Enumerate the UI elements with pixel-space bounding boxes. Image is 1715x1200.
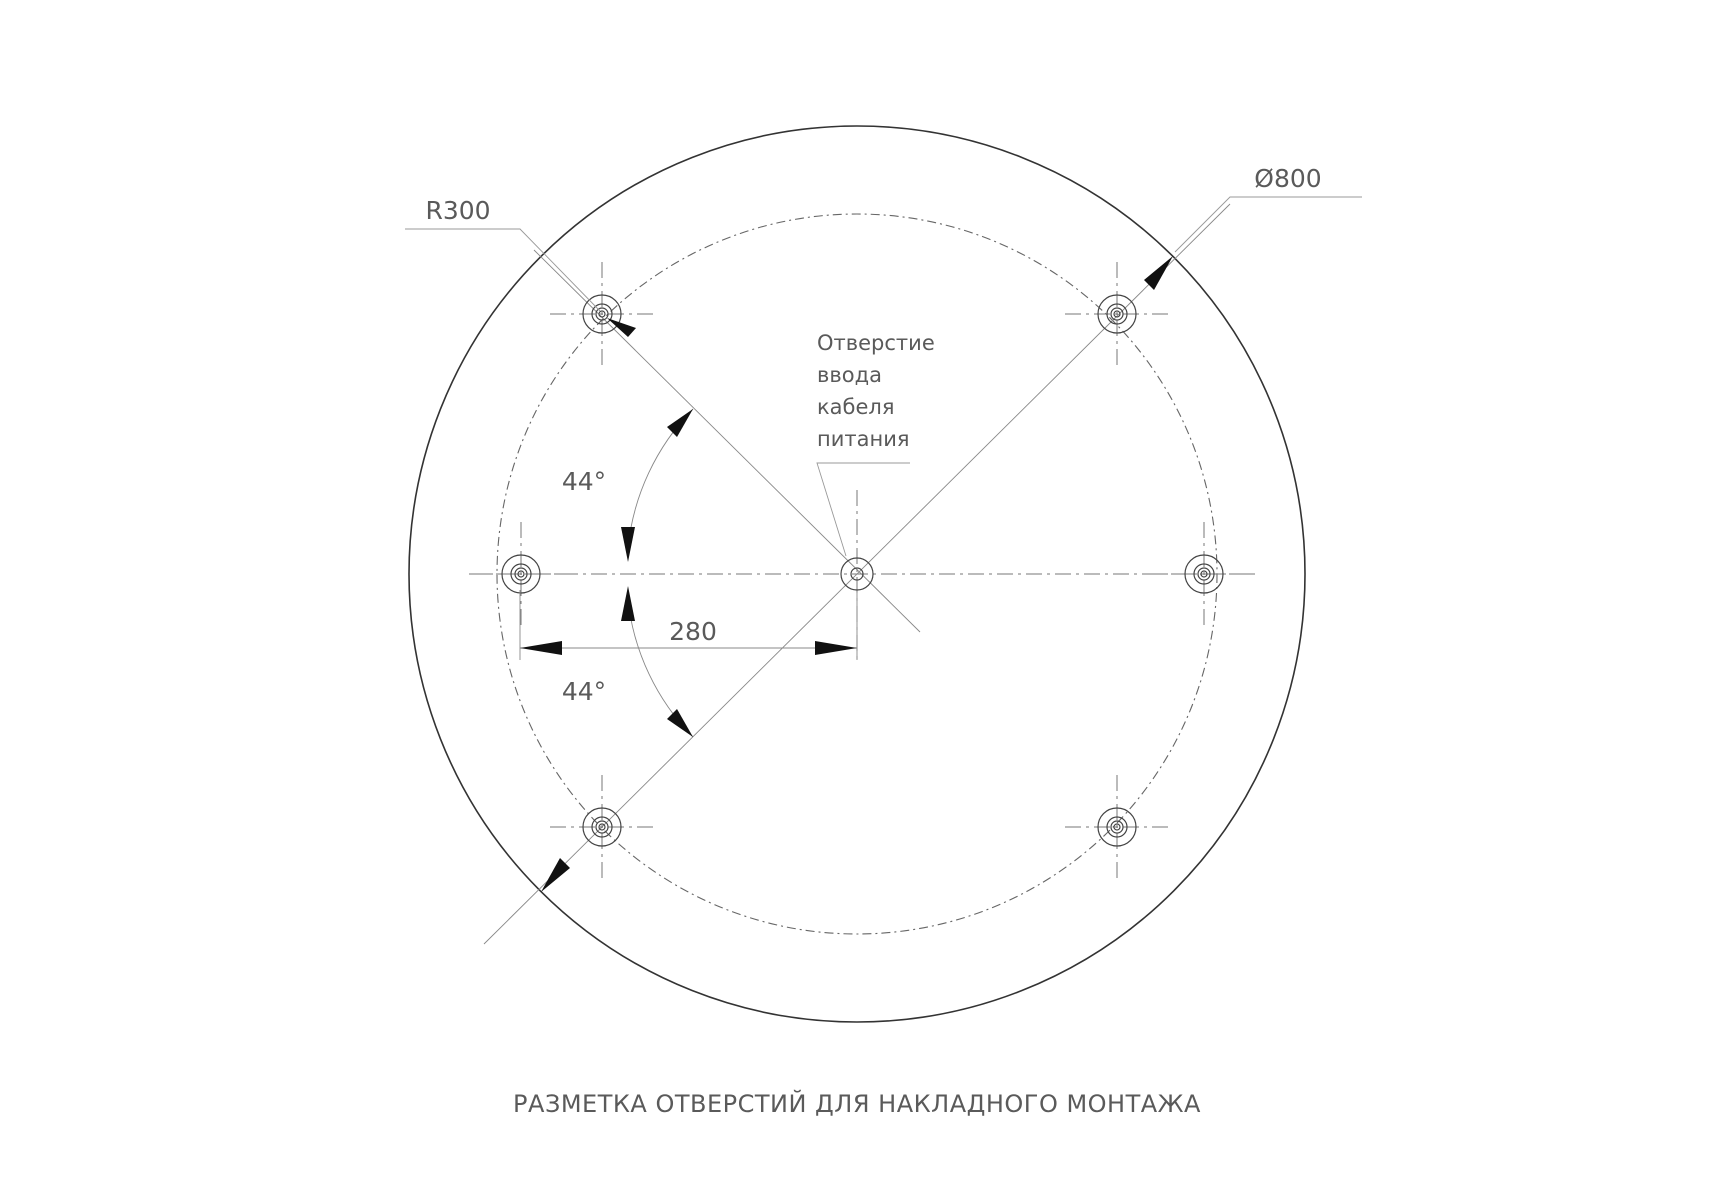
diameter-dimension	[541, 164, 1362, 892]
offset-dimension	[520, 590, 857, 660]
cable-note-line-1: Отверстие	[817, 331, 935, 355]
angle-arrow-2	[621, 527, 635, 562]
angle-arrow-3	[621, 586, 635, 621]
radius-label: R300	[425, 196, 491, 225]
diameter-label: Ø800	[1254, 164, 1322, 193]
mounting-hole	[1065, 775, 1169, 879]
cable-note-line-4: питания	[817, 427, 910, 451]
cable-note	[817, 331, 935, 556]
offset-arrow-right	[815, 641, 857, 655]
mounting-hole	[1152, 522, 1256, 626]
cable-note-line-2: ввода	[817, 363, 882, 387]
angle-lower-label: 44°	[561, 677, 607, 706]
drawing-caption: РАЗМЕТКА ОТВЕРСТИЙ ДЛЯ НАКЛАДНОГО МОНТАЖА	[513, 1090, 1201, 1118]
radius-dimension	[405, 196, 636, 337]
angle-arrow-1	[667, 409, 693, 437]
cable-note-line-3: кабеля	[817, 395, 895, 419]
angle-upper-label: 44°	[561, 467, 607, 496]
angle-arrow-4	[667, 709, 693, 737]
offset-label: 280	[669, 617, 717, 646]
angle-dimensions	[562, 409, 693, 737]
offset-arrow-left	[520, 641, 562, 655]
radius-arrow	[607, 318, 636, 337]
mounting-hole	[469, 522, 573, 626]
mounting-hole	[550, 262, 654, 366]
